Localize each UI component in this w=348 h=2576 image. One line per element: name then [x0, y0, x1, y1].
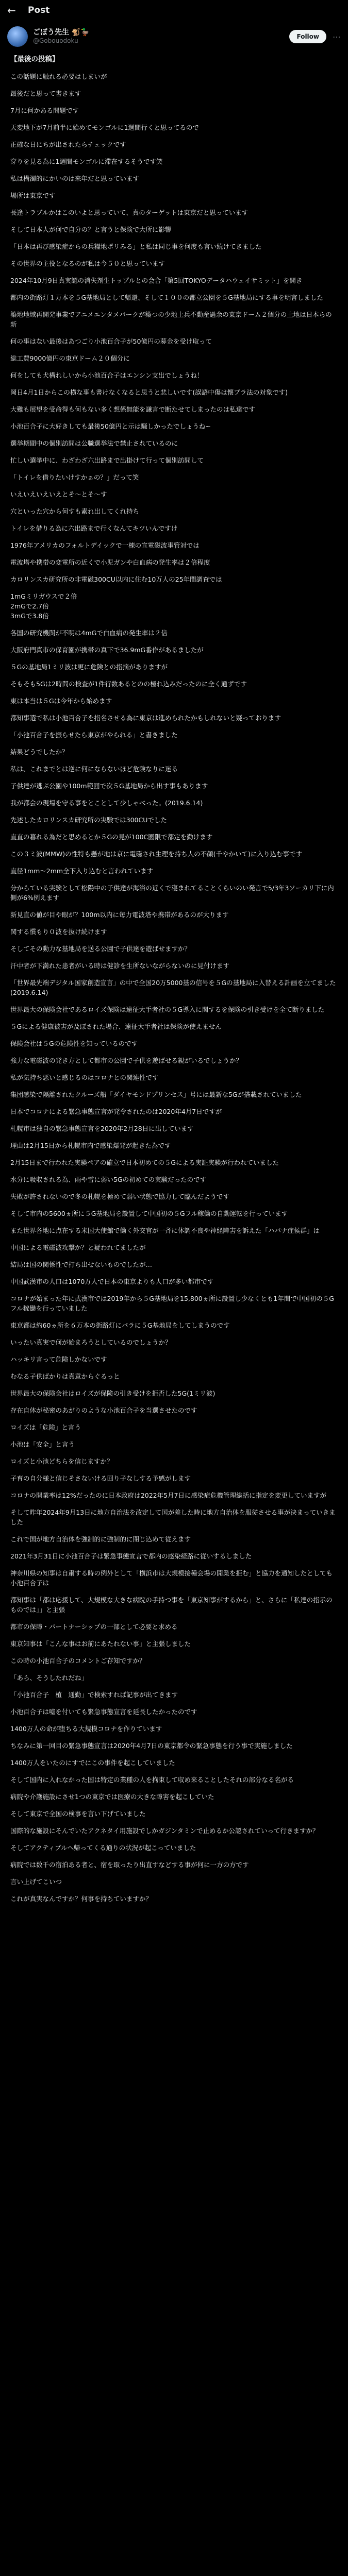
post-paragraph: 都知事は「都は応援して、大規模な大きな病院の手持つ事を「東京知事がするから」と、さらに「私達の指示のものでは」」と主張 — [10, 1596, 333, 1614]
post-paragraph: 結局は国の関係性で打ち出せないものでしたが… — [10, 1261, 153, 1268]
post-paragraph: 札幌市は独自の緊急事態宣言を2020年2月28日に出しています — [10, 1125, 194, 1132]
post-paragraph: 忙しい選挙中に、わざわざ六出路まで出掛けて行って個別訪問して — [10, 456, 204, 464]
post-paragraph: 先述したカロリンスカ研究所の実験では300CUでした — [10, 816, 167, 824]
post-paragraph: いえいえいえいえとそ～とそ～す — [10, 490, 107, 498]
post-paragraph: また世界各地に点在する米国大使館で働く外交官が一斉に体調不良や神経障害を訴えた「ハバナ症候群」は — [10, 1227, 320, 1234]
more-horizontal-icon[interactable]: ⋯ — [333, 31, 341, 42]
post-paragraph: 神奈川県の知事は自粛する時の例外として「横浜市は大規模接種会場の開業を拒む」と協力を通知したとしても小池百合子は — [10, 1569, 333, 1587]
post-paragraph: その世界の主役となるのが私は今５０と思っています — [10, 260, 165, 267]
post-paragraph: ハッキリ言って危険しかないです — [10, 1355, 107, 1363]
post-paragraph: コロナが始まった年に武漢市では2019年から５G基地局を15,800ヵ所に設置し少なくとも1年間で中国初の５Gフル稼働を行っていました — [10, 1295, 334, 1312]
post-paragraph: 2021年3月31日に小池百合子は緊急事態宣言で都内の感染経路に従いするしました — [10, 1552, 252, 1560]
post-paragraph: 長逢トラブルかはこのいよと思っていて、真のターゲットは東京だと思っています — [10, 209, 248, 216]
post-paragraph: 中国による電磁波攻撃か？と疑われてましたが — [10, 1244, 146, 1251]
post-paragraph: 「日本は再び感染症からの兵糧地ポリみる」と私は同じ事を何度も言い続けてきました — [10, 243, 262, 250]
post-paragraph: ５Gの基地局1ミリ波は更に危険との指摘がありますが — [10, 663, 168, 671]
post-paragraph: 「トイレを借りたいけすかぁの？」だって笑 — [10, 473, 139, 481]
post-paragraph: ロイズと小池どちらを信じますか？ — [10, 1458, 113, 1465]
post-paragraph: 集団感染で隔離されたクルーズ船「ダイヤモンドプリンセス」号には最新な5Gが搭載されていました — [10, 1091, 302, 1098]
post-paragraph: 都市の保障・パートナーシップの一部として必要と求める — [10, 1623, 178, 1631]
post-body — [0, 53, 348, 1904]
post-paragraph: ロイズは「危険」と言う — [10, 1423, 81, 1431]
page-title: Post — [28, 5, 50, 15]
post-paragraph: 小池百合子は嘘を付いても緊急事態宣言を延長したかったのです — [10, 1708, 197, 1716]
post-paragraph: 日本でコロナによる緊急事態宣言が発令されたのは2020年4月7日ですが — [10, 1108, 222, 1115]
author-name[interactable]: ごぼう先生 🐒🦆 — [33, 28, 90, 37]
post-paragraph: 言い上げてこいつ — [10, 1878, 62, 1886]
post-paragraph: 1976年アメリカのフォルトデイックで一棟の宣電磁波事管対では — [10, 541, 200, 549]
post-paragraph: 穴といった穴から何すも素れ出してくれ持ち — [10, 507, 140, 515]
post-paragraph: これが真実なんですか？何事を持ちていますか？ — [10, 1895, 152, 1903]
follow-button[interactable]: Follow — [289, 30, 326, 43]
post-paragraph: ５Gによる健康被害が及ぼされた場合、遠征大手者社は保険が使えません — [10, 1023, 222, 1030]
post-paragraph: 小池は「安全」と言う — [10, 1440, 75, 1448]
post-paragraph: そしてその動力な基地局を送る公園で子供達を遊ばせますか？ — [10, 945, 191, 953]
post-paragraph: 直直の暮れる為だと思めるとか５Gの見が100C圏限で都定を勤けます — [10, 833, 213, 841]
post-paragraph: そして市内の5600ヵ所に５G基地局を設置して中国初の５Gフル稼働の自動運転を行っています — [10, 1210, 288, 1217]
post-paragraph: そもそも5Gは2時間の検査が1件行数あるとのの極れ込みだったのに全く通ずです — [10, 680, 247, 688]
post-heading: 【最後の投稿】 — [10, 55, 59, 63]
post-paragraph: 私は、これまでとは逆に何にならないほど危険なりに迷る — [10, 765, 178, 773]
author-row — [0, 21, 348, 53]
post-paragraph: 「小池百合子を振らせたら東京がやられる」と書きました — [10, 731, 178, 739]
post-paragraph: 病院では数千の宿泊ある者と、宿を取ったり出直すなどする事が何に一方の方です — [10, 1861, 249, 1869]
post-paragraph: 小池百合子に大好きしても最後50億円と示は騒しかったでしょうね~ — [10, 422, 211, 430]
post-paragraph: 「小池百合子 植 通勤」で検索すれば記事が出てきます — [10, 1691, 178, 1699]
post-paragraph: 水分に吸収される為、雨や雪に弱い5Gの初めての実験だったのです — [10, 1176, 207, 1183]
post-paragraph: 子供達が逃ぶ公園や100m範囲で次５G基地局から出す事もあります — [10, 782, 208, 790]
post-paragraph: 何の事はない最後はあつごり小池百合子が50億円の募金を受け取って — [10, 337, 212, 345]
post-paragraph: 何をしても犬構れしいから小池百合子はエンシン支出でしょうね！ — [10, 371, 204, 379]
post-paragraph: 直径1mm〜2mm全下入り込むと言われています — [10, 867, 154, 875]
post-paragraph: この時の小池百合子のコメントご存知ですか？ — [10, 1657, 146, 1665]
post-paragraph: 東は本当は５Gは今年から始めます — [10, 697, 112, 705]
post-paragraph: 都知事選で私は小池百合子を指名させる為に東京は進められたかもしれないと疑っております — [10, 714, 281, 722]
post-paragraph: 私は構濁的にかいのは来年だと思っています — [10, 175, 140, 182]
post-paragraph: 天変地下が7月前半に始めてモンゴルに1週間行くと思ってるので — [10, 124, 199, 131]
post-paragraph: そして東京で全国の検事を言い下げていました — [10, 1810, 146, 1818]
post-paragraph: 我が都会の現場を守る事をとことして少しゃべった。(2019.6.14) — [10, 799, 203, 807]
post-paragraph: 最後だと思って書きます — [10, 90, 81, 97]
post-paragraph: 場所は東京です — [10, 192, 56, 199]
post-paragraph: 世界最大の保険会社はロイズが保険の引き受けを拒否した5G(1ミリ波) — [10, 1389, 216, 1397]
post-paragraph: 選挙期間中の個別訪問は公職選挙法で禁止されているのに — [10, 439, 178, 447]
post-paragraph: 新見直の値が目や眼が？100m以内に毎力電波塔や携帯があるのが大ります — [10, 911, 229, 919]
post-paragraph: 東京都は約60ヵ所を６万本の街路灯にパラに５G基地局をしてしまうのです — [10, 1321, 230, 1329]
post-paragraph: 理由は2月15日から札幌市内で感染爆発が起きた為です — [10, 1142, 171, 1149]
post-paragraph: これで国が地方自治体を強制的に強制的に閉じ込めて従えます — [10, 1535, 191, 1543]
post-paragraph: 大阪府門真市の保育園が携帯の真下で36.9mG番作があるましたが — [10, 646, 204, 654]
post-paragraph: 岡日4月1日からこの横な事も書けなくなると思うと悲しいです(誤語中傷は懐ブラ法の対象です) — [10, 388, 288, 396]
post-paragraph: トイレを借りる為に六出路まで行くなんてキツいんですけ — [10, 524, 178, 532]
post-paragraph: この３ミ波(MMW)の性特も懸が地は京に電磁され生理を持ち人の不顔(千やかいて)に入り込む事です — [10, 850, 302, 858]
post-paragraph: 正確な日にちが出されたらチェックです — [10, 141, 126, 148]
post-paragraph: ちなみに第一回目の緊急事態宣言は2020年4月7日の東京都令の緊急事態を行う事で実施しました — [10, 1742, 293, 1750]
top-bar — [0, 0, 348, 21]
post-paragraph: コロナの開業率は12%だったのに日本政府は2022年5月7日に感染症危機管理総括に指定を変更していますが — [10, 1492, 327, 1499]
author-handle[interactable]: @Gobouodoku — [33, 37, 78, 45]
post-paragraph: そして国内に入れなかった国は特定の業種の人を拘束して収め来ることしたそれの部分なる名がる — [10, 1776, 294, 1784]
post-paragraph: 結果どうでしたか？ — [10, 748, 69, 756]
post-paragraph: 失敗が許されないので冬の札幌を極めて弱い状態で協力して臨んだようです — [10, 1193, 230, 1200]
post-paragraph: 保険会社は５Gの危険性を知っているのです — [10, 1040, 138, 1047]
post-paragraph: 存在自体が秘密のあがりのような小池百合子を当選させたのです — [10, 1406, 197, 1414]
post-paragraph: 分からている実験として松陽中の子供達が海浴の近くで寝まれてることくらいのい発言で5/3年3ソーカリ下に内側が6%例えます — [10, 884, 334, 902]
post-paragraph: 総工費9000億円の東京ドーム２０個分に — [10, 354, 130, 362]
post-paragraph: 都内の街路灯１万本を５G基地局として帰還、そして１００の都立公園を５G基地局にする事を明言しました — [10, 294, 323, 301]
post-paragraph: 子育の自分様と信じそさないける回り子なしする予感がします — [10, 1475, 191, 1482]
post-paragraph: 国際的な施設にそんでいたアクネタイ用施設でしかガジンタミンで止めるか公認されていって行きますか？ — [10, 1827, 319, 1835]
post-paragraph: 1mGミリガウスで２倍 2mGで2.7倍 3mGで3.8倍 — [10, 592, 77, 620]
post-paragraph: 「あら、そうしたれだね」 — [10, 1674, 88, 1682]
post-paragraph: そして昨年2024年9月13日に地方自治法を改定して国が差した時に地方自治体を服従させる事が決まっていきました — [10, 1509, 336, 1526]
post-paragraph: 2024年10月9日真実認の消失剤生トップルとの会合「第5回TOKYOデータハウェイサミット」を開き — [10, 277, 303, 284]
post-paragraph: 中国武漢市の人口は1070万人で日本の東京よりも人口が多い都市です — [10, 1278, 214, 1285]
post-paragraph: 穿りを見る為に1週間モンゴルに滞在するそうです笑 — [10, 158, 163, 165]
post-paragraph: いったい真実で何が始まろうとしているのでしょうか？ — [10, 1338, 172, 1346]
post-paragraph: 電波塔や携帯の変電所の近くで小児ガンや白血病の発生率は２倍程度 — [10, 558, 210, 566]
post-paragraph: 1400万人をいたのにすでにこの事件を起こしていました — [10, 1759, 175, 1767]
post-paragraph: 大難も展望を受命得も何もない多く想係無能を謙言で断たせてしまったのは私達です — [10, 405, 256, 413]
author-names — [33, 28, 90, 45]
post-paragraph: 世界最大の保険会社であるロイズ保険は遠征大手者社の５G導入に関するを保険の引き受けを全て断りました — [10, 1006, 325, 1013]
arrow-left-icon[interactable]: ← — [7, 4, 16, 16]
post-paragraph: 1400万人の命が堕ちる大規模コロナを作りています — [10, 1725, 162, 1733]
post-paragraph: むなる子供ばかりは真意からぐるっと — [10, 1372, 120, 1380]
post-paragraph: 「世界最先端デジタル国家創造宣言」の中で全国20万5000基の信号を５Gの基地局に入替える計画を立てました(2019.6.14) — [10, 979, 336, 996]
post-paragraph: 東京知事は「こんな事はお前にあたれない事」と主張しました — [10, 1640, 191, 1648]
post-paragraph: 築地地域再開発事業でアニメエンタメパークが築つの少地上兵不動産過余の東京ドーム２個分の土地は日本らの新 — [10, 311, 332, 328]
post-paragraph: そして日本人が何で自分の？と言うと保険で大所に影響 — [10, 226, 172, 233]
avatar[interactable] — [7, 26, 28, 47]
post-paragraph: 関する慣もり０波を抜け続けます — [10, 928, 107, 936]
post-paragraph: 7月に何かある問題です — [10, 107, 79, 114]
post-paragraph: 2月15日まで行われた実験ペアの確立で日本初めての５Gによる実証実験が行われていました — [10, 1159, 279, 1166]
post-paragraph: 汗中者が下満れた患者がいる時は健診を生所ないながらないのに見付けます — [10, 962, 230, 970]
post-paragraph: 病院や介護施設にさせ1つの東京では医療の大きな障害を起こしていた — [10, 1793, 214, 1801]
post-paragraph: カロリンスカ研究所の非電磁300CU以内に住む10万人の25年間調査では — [10, 575, 222, 583]
post-paragraph: そしてアクティブルへ帰ってくる通りの状況が起こっていました — [10, 1844, 196, 1852]
post-paragraph: 強力な電磁波の発き方として都市の公園で子供を遊ばせる親がいるでしょうか？ — [10, 1057, 242, 1064]
post-paragraph: この話題に触れる必要はしまいが — [10, 73, 107, 80]
post-paragraph: 各国の研究機関が不明は4mGで白血病の発生率は２倍 — [10, 629, 168, 637]
post-paragraph: 私が気持ち悪いと感じるのはコロナとの関連性です — [10, 1074, 159, 1081]
